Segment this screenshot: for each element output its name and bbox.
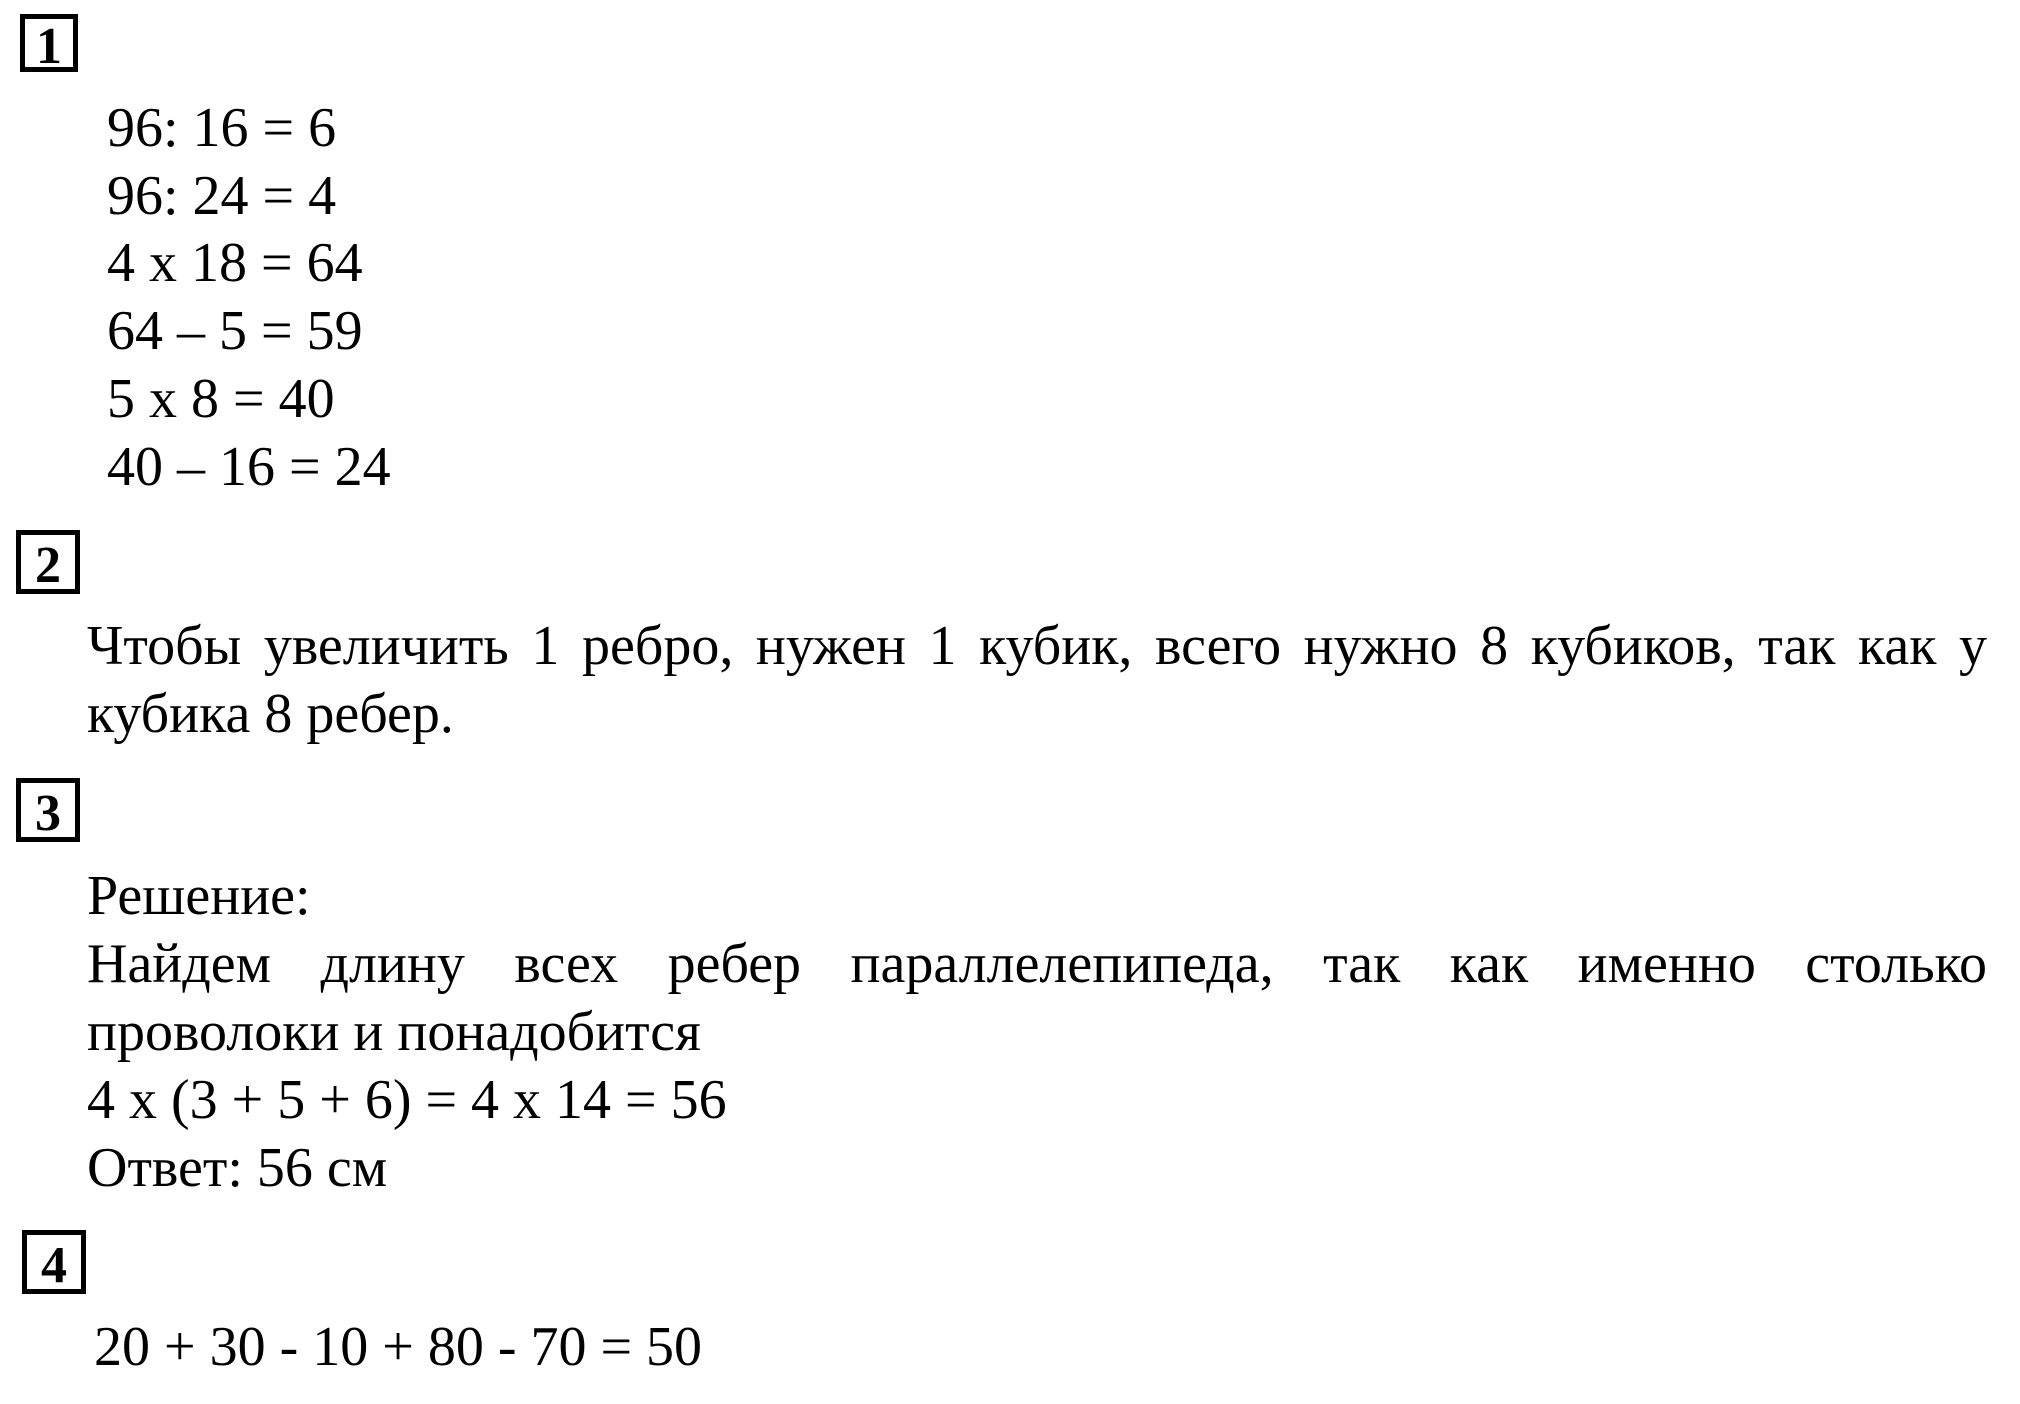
task-4-line-1: 20 + 30 - 10 + 80 - 70 = 50	[94, 1316, 703, 1378]
task-1-line-5: 5 х 8 = 40	[107, 368, 335, 430]
task-3-line-1: Решение:	[87, 865, 311, 927]
task-2-text	[87, 612, 1987, 748]
task-1-line-1: 96: 16 = 6	[107, 97, 337, 159]
task-3-text	[87, 862, 1987, 1202]
task-3-line-4: 4 х (3 + 5 + 6) = 4 х 14 = 56	[87, 1069, 727, 1131]
task-1-line-6: 40 – 16 = 24	[107, 436, 391, 498]
task-1-line-4: 64 – 5 = 59	[107, 300, 363, 362]
task-3-line-2: Найдем длину всех ребер параллелепипеда, так как именно столько	[87, 933, 1987, 995]
task-3-line-5: Ответ: 56 см	[87, 1137, 388, 1199]
task-number-1: 1	[20, 14, 78, 72]
task-2-line-1: Чтобы увеличить 1 ребро, нужен 1 кубик, всего нужно 8 кубиков, так как у	[87, 615, 1987, 677]
task-3-line-3: проволоки и понадобится	[87, 1001, 701, 1063]
task-number-4: 4	[22, 1230, 86, 1294]
task-1-line-3: 4 х 18 = 64	[107, 232, 363, 294]
task-number-2: 2	[16, 530, 80, 594]
task-2-line-2: кубика 8 ребер.	[87, 683, 454, 745]
task-number-3: 3	[16, 778, 80, 842]
task-1-line-2: 96: 24 = 4	[107, 165, 337, 227]
